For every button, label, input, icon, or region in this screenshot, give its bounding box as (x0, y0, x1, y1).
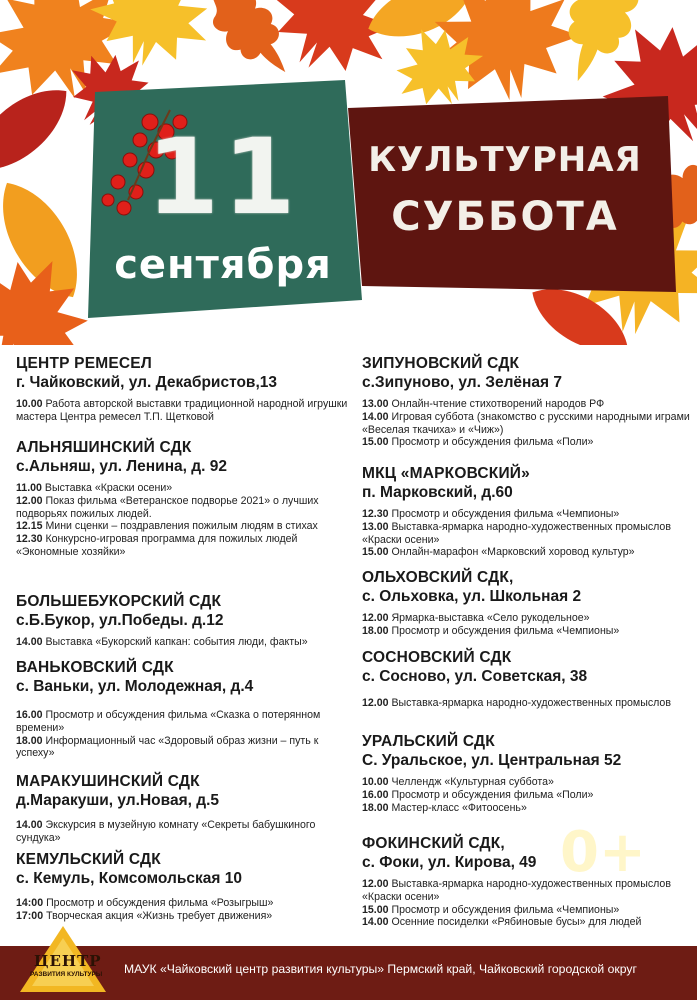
event-text: Выставка «Букорский капкан: события люди, факты» (45, 636, 308, 648)
event-text: Онлайн-марафон «Марковский хоровод культур» (391, 546, 635, 559)
event-item (16, 910, 356, 923)
event-time: 18.00 (16, 734, 43, 747)
event-item (16, 636, 356, 649)
event-text: Показ фильма «Ветеранское подворье 2021» о лучших подворьях пожилых людей. (16, 494, 319, 520)
age-rating-badge: 0+ (560, 820, 646, 885)
venue-name: АЛЬНЯШИНСКИЙ СДК (16, 439, 192, 456)
event-item (362, 802, 692, 815)
event-text: Выставка «Краски осени» (44, 482, 173, 494)
venue-block (16, 772, 356, 845)
event-text: Просмотр и обсуждения фильма «Чемпионы» (391, 624, 620, 637)
event-item (16, 897, 356, 910)
event-text: Осенние посиделки «Рябиновые бусы» для людей (391, 916, 642, 929)
event-list (16, 482, 356, 559)
event-item (16, 495, 356, 521)
event-item (362, 776, 692, 789)
event-list (362, 398, 692, 449)
event-item (362, 521, 692, 547)
event-item (362, 411, 692, 437)
event-text: Мини сценки – поздравления пожилым людям в стихах (45, 520, 318, 533)
event-text: Выставка-ярмарка народно-художественных промыслов «Краски осени» (362, 520, 671, 546)
logo-subtext: РАЗВИТИЯ КУЛЬТУРЫ (30, 971, 103, 978)
event-time: 12.30 (362, 508, 389, 520)
event-list (362, 508, 692, 559)
event-text: Челлендж «Культурная суббота» (391, 776, 554, 788)
event-item (16, 819, 356, 845)
venue-name: ЦЕНТР РЕМЕСЕЛ (16, 355, 152, 372)
venue-block (362, 354, 692, 449)
event-time: 10.00 (16, 398, 43, 410)
event-text: Просмотр и обсуждения фильма «Поли» (391, 788, 594, 801)
venue-name: СОСНОВСКИЙ СДК (362, 649, 512, 666)
event-time: 15.00 (362, 903, 389, 916)
event-time: 10.00 (362, 776, 389, 788)
event-time: 14.00 (16, 636, 43, 648)
event-list (362, 697, 692, 710)
event-item (362, 612, 692, 625)
event-item (362, 436, 692, 449)
event-time: 13.00 (362, 520, 389, 533)
venue-address: с. Кемуль, Комсомольская 10 (16, 870, 242, 887)
event-item (16, 482, 356, 495)
event-text: Экскурсия в музейную комнату «Секреты бабушкиного сундука» (16, 819, 316, 844)
event-time: 17:00 (16, 909, 44, 922)
venue-block (16, 850, 356, 923)
venue-address: с. Ольховка, ул. Школьная 2 (362, 588, 582, 605)
event-item (362, 398, 692, 411)
event-time: 18.00 (362, 801, 389, 814)
event-item (362, 789, 692, 802)
venue-address: г. Чайковский, ул. Декабристов,13 (16, 374, 277, 391)
event-time: 14.00 (362, 410, 389, 423)
event-time: 12.00 (362, 697, 389, 709)
event-time: 12.00 (16, 494, 43, 507)
event-text: Просмотр и обсуждения фильма «Чемпионы» (391, 903, 620, 916)
event-item (362, 508, 692, 521)
title-line-2: СУББОТА (391, 194, 619, 240)
event-text: Выставка-ярмарка народно-художественных промыслов (391, 697, 671, 709)
event-item (362, 697, 692, 710)
venue-block (362, 464, 692, 559)
poster-header (0, 0, 697, 345)
venue-name: ФОКИНСКИЙ СДК, (362, 835, 505, 852)
event-time: 12.15 (16, 520, 43, 533)
event-time: 15.00 (362, 546, 389, 559)
venue-block (362, 568, 692, 638)
event-time: 18.00 (362, 624, 389, 637)
venue-name: ЗИПУНОВСКИЙ СДК (362, 355, 520, 372)
venue-block (16, 354, 356, 424)
venue-name: БОЛЬШЕБУКОРСКИЙ СДК (16, 593, 222, 610)
event-text: Просмотр и обсуждения фильма «Чемпионы» (391, 508, 620, 520)
event-item (362, 916, 692, 929)
event-list (362, 612, 692, 638)
event-text: Выставка-ярмарка народно-художественных промыслов «Краски осени» (362, 878, 671, 903)
venue-block (16, 438, 356, 559)
event-time: 13.00 (362, 398, 389, 410)
venue-block (16, 592, 356, 649)
venue-address: с.Б.Букор, ул.Победы. д.12 (16, 612, 224, 629)
event-item (362, 546, 692, 559)
venue-address: с. Сосново, ул. Советская, 38 (362, 668, 588, 685)
venue-name: КЕМУЛЬСКИЙ СДК (16, 851, 161, 868)
venue-address: д.Маракуши, ул.Новая, д.5 (16, 792, 219, 809)
venue-address: с.Альняш, ул. Ленина, д. 92 (16, 458, 227, 475)
venue-block (362, 732, 692, 814)
event-time: 12.30 (16, 533, 43, 546)
event-text: Онлайн-чтение стихотворений народов РФ (391, 398, 605, 410)
venue-address: С. Уральское, ул. Центральная 52 (362, 752, 622, 769)
event-item (16, 398, 356, 424)
event-list (16, 709, 356, 760)
event-text: Просмотр и обсуждения фильма «Розыгрыш» (46, 897, 274, 909)
event-list (362, 776, 692, 814)
event-text: Просмотр и обсуждения фильма «Сказка о потерянном времени» (16, 709, 321, 734)
event-item (362, 904, 692, 917)
venue-block (362, 648, 692, 710)
event-text: Информационный час «Здоровый образ жизни – путь к успеху» (16, 734, 319, 760)
event-time: 14.00 (16, 819, 43, 831)
event-item (16, 735, 356, 761)
event-time: 14:00 (16, 897, 44, 909)
event-text: Творческая акция «Жизнь требует движения» (46, 909, 273, 922)
event-time: 16.00 (362, 788, 389, 801)
venue-name: ОЛЬХОВСКИЙ СДК, (362, 569, 514, 586)
title-card (345, 102, 665, 282)
event-list (16, 819, 356, 845)
event-time: 14.00 (362, 916, 389, 929)
venue-name: МАРАКУШИНСКИЙ СДК (16, 773, 200, 790)
venue-address: с.Зипуново, ул. Зелёная 7 (362, 374, 563, 391)
event-item (16, 533, 356, 559)
venue-name: ВАНЬКОВСКИЙ СДК (16, 659, 174, 676)
venue-name: МКЦ «МАРКОВСКИЙ» (362, 465, 530, 482)
event-item (16, 520, 356, 533)
event-text: Работа авторской выставки традиционной народной игрушки мастера Центра ремесел Т.П. Щетковой (16, 398, 348, 423)
event-text: Игровая суббота (знакомство с русскими народными играми «Веселая ткачиха» и «Чиж») (362, 410, 690, 436)
event-time: 12.00 (362, 612, 389, 624)
footer-organization-text: МАУК «Чайковский центр развития культуры» Пермский край, Чайковский городской округ (124, 962, 637, 976)
event-time: 16.00 (16, 709, 43, 721)
event-time: 15.00 (362, 436, 389, 449)
event-item (362, 625, 692, 638)
venue-address: с. Фоки, ул. Кирова, 49 (362, 854, 537, 871)
event-list (16, 897, 356, 923)
event-time: 11.00 (16, 482, 42, 494)
logo-text: ЦЕНТР (34, 952, 102, 970)
event-item (16, 709, 356, 735)
event-text: Просмотр и обсуждения фильма «Поли» (391, 436, 594, 449)
date-day: 11 (146, 116, 300, 238)
event-text: Конкурсно-игровая программа для пожилых людей «Экономные хозяйки» (16, 533, 298, 558)
event-time: 12.00 (362, 878, 389, 890)
event-list (16, 636, 356, 649)
venue-block (16, 658, 356, 760)
date-month: сентября (114, 242, 332, 288)
event-list (362, 878, 692, 929)
venue-address: п. Марковский, д.60 (362, 484, 513, 501)
venue-address: с. Ваньки, ул. Молодежная, д.4 (16, 678, 254, 695)
event-text: Ярмарка-выставка «Село рукодельное» (391, 612, 590, 624)
title-line-1: КУЛЬТУРНАЯ (368, 140, 642, 180)
venue-name: УРАЛЬСКИЙ СДК (362, 733, 495, 750)
date-card (88, 80, 358, 310)
event-text: Мастер-класс «Фитоосень» (391, 801, 527, 814)
event-list (16, 398, 356, 424)
